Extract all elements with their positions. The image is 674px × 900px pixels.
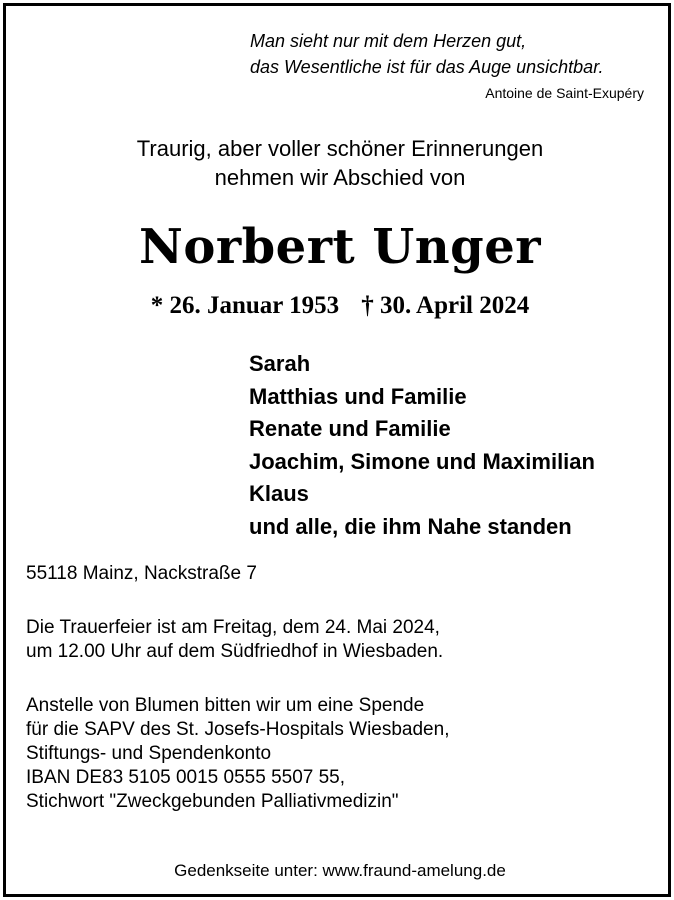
intro-text <box>6 134 674 192</box>
intro-line: nehmen wir Abschied von <box>214 165 466 190</box>
mourner: Renate und Familie <box>249 416 451 441</box>
donation-line: Anstelle von Blumen bitten wir um eine Spende <box>26 695 425 716</box>
memorial-page-link[interactable]: Gedenkseite unter: www.fraund-amelung.de <box>174 861 506 880</box>
mourner: Klaus <box>249 481 309 506</box>
life-dates <box>6 292 674 320</box>
mourner: Sarah <box>249 351 311 376</box>
deceased-name: Norbert Unger <box>138 219 542 275</box>
quote-author: Antoine de Saint-Exupéry <box>485 85 644 101</box>
donation-info <box>26 694 449 814</box>
intro-line: Traurig, aber voller schöner Erinnerungen <box>136 136 544 161</box>
mourner: und alle, die ihm Nahe standen <box>249 513 572 539</box>
quote <box>250 28 604 80</box>
donation-line: Stiftungs- und Spendenkonto <box>26 743 272 764</box>
birth-date: * 26. Januar 1953 <box>150 292 340 319</box>
mourners-list <box>249 348 595 543</box>
donation-line: IBAN DE83 5105 0015 0555 5507 55, <box>26 767 346 788</box>
donation-line: für die SAPV des St. Josefs-Hospitals Wiesbaden, <box>26 719 450 740</box>
address: 55118 Mainz, Nackstraße 7 <box>26 563 257 584</box>
mourner: Matthias und Familie <box>249 383 467 409</box>
ceremony-line: um 12.00 Uhr auf dem Südfriedhof in Wiesbaden. <box>26 641 444 662</box>
donation-line: Stichwort "Zweckgebunden Palliativmedizin" <box>26 791 399 812</box>
ceremony-info <box>26 616 443 664</box>
death-date: † 30. April 2024 <box>361 292 530 319</box>
mourner: Joachim, Simone und Maximilian <box>249 448 595 474</box>
notice-frame <box>3 3 671 897</box>
ceremony-line: Die Trauerfeier ist am Freitag, dem 24. Mai 2024, <box>26 617 440 638</box>
quote-line: Man sieht nur mit dem Herzen gut, <box>250 31 527 51</box>
quote-line: das Wesentliche ist für das Auge unsichtbar. <box>250 57 604 77</box>
